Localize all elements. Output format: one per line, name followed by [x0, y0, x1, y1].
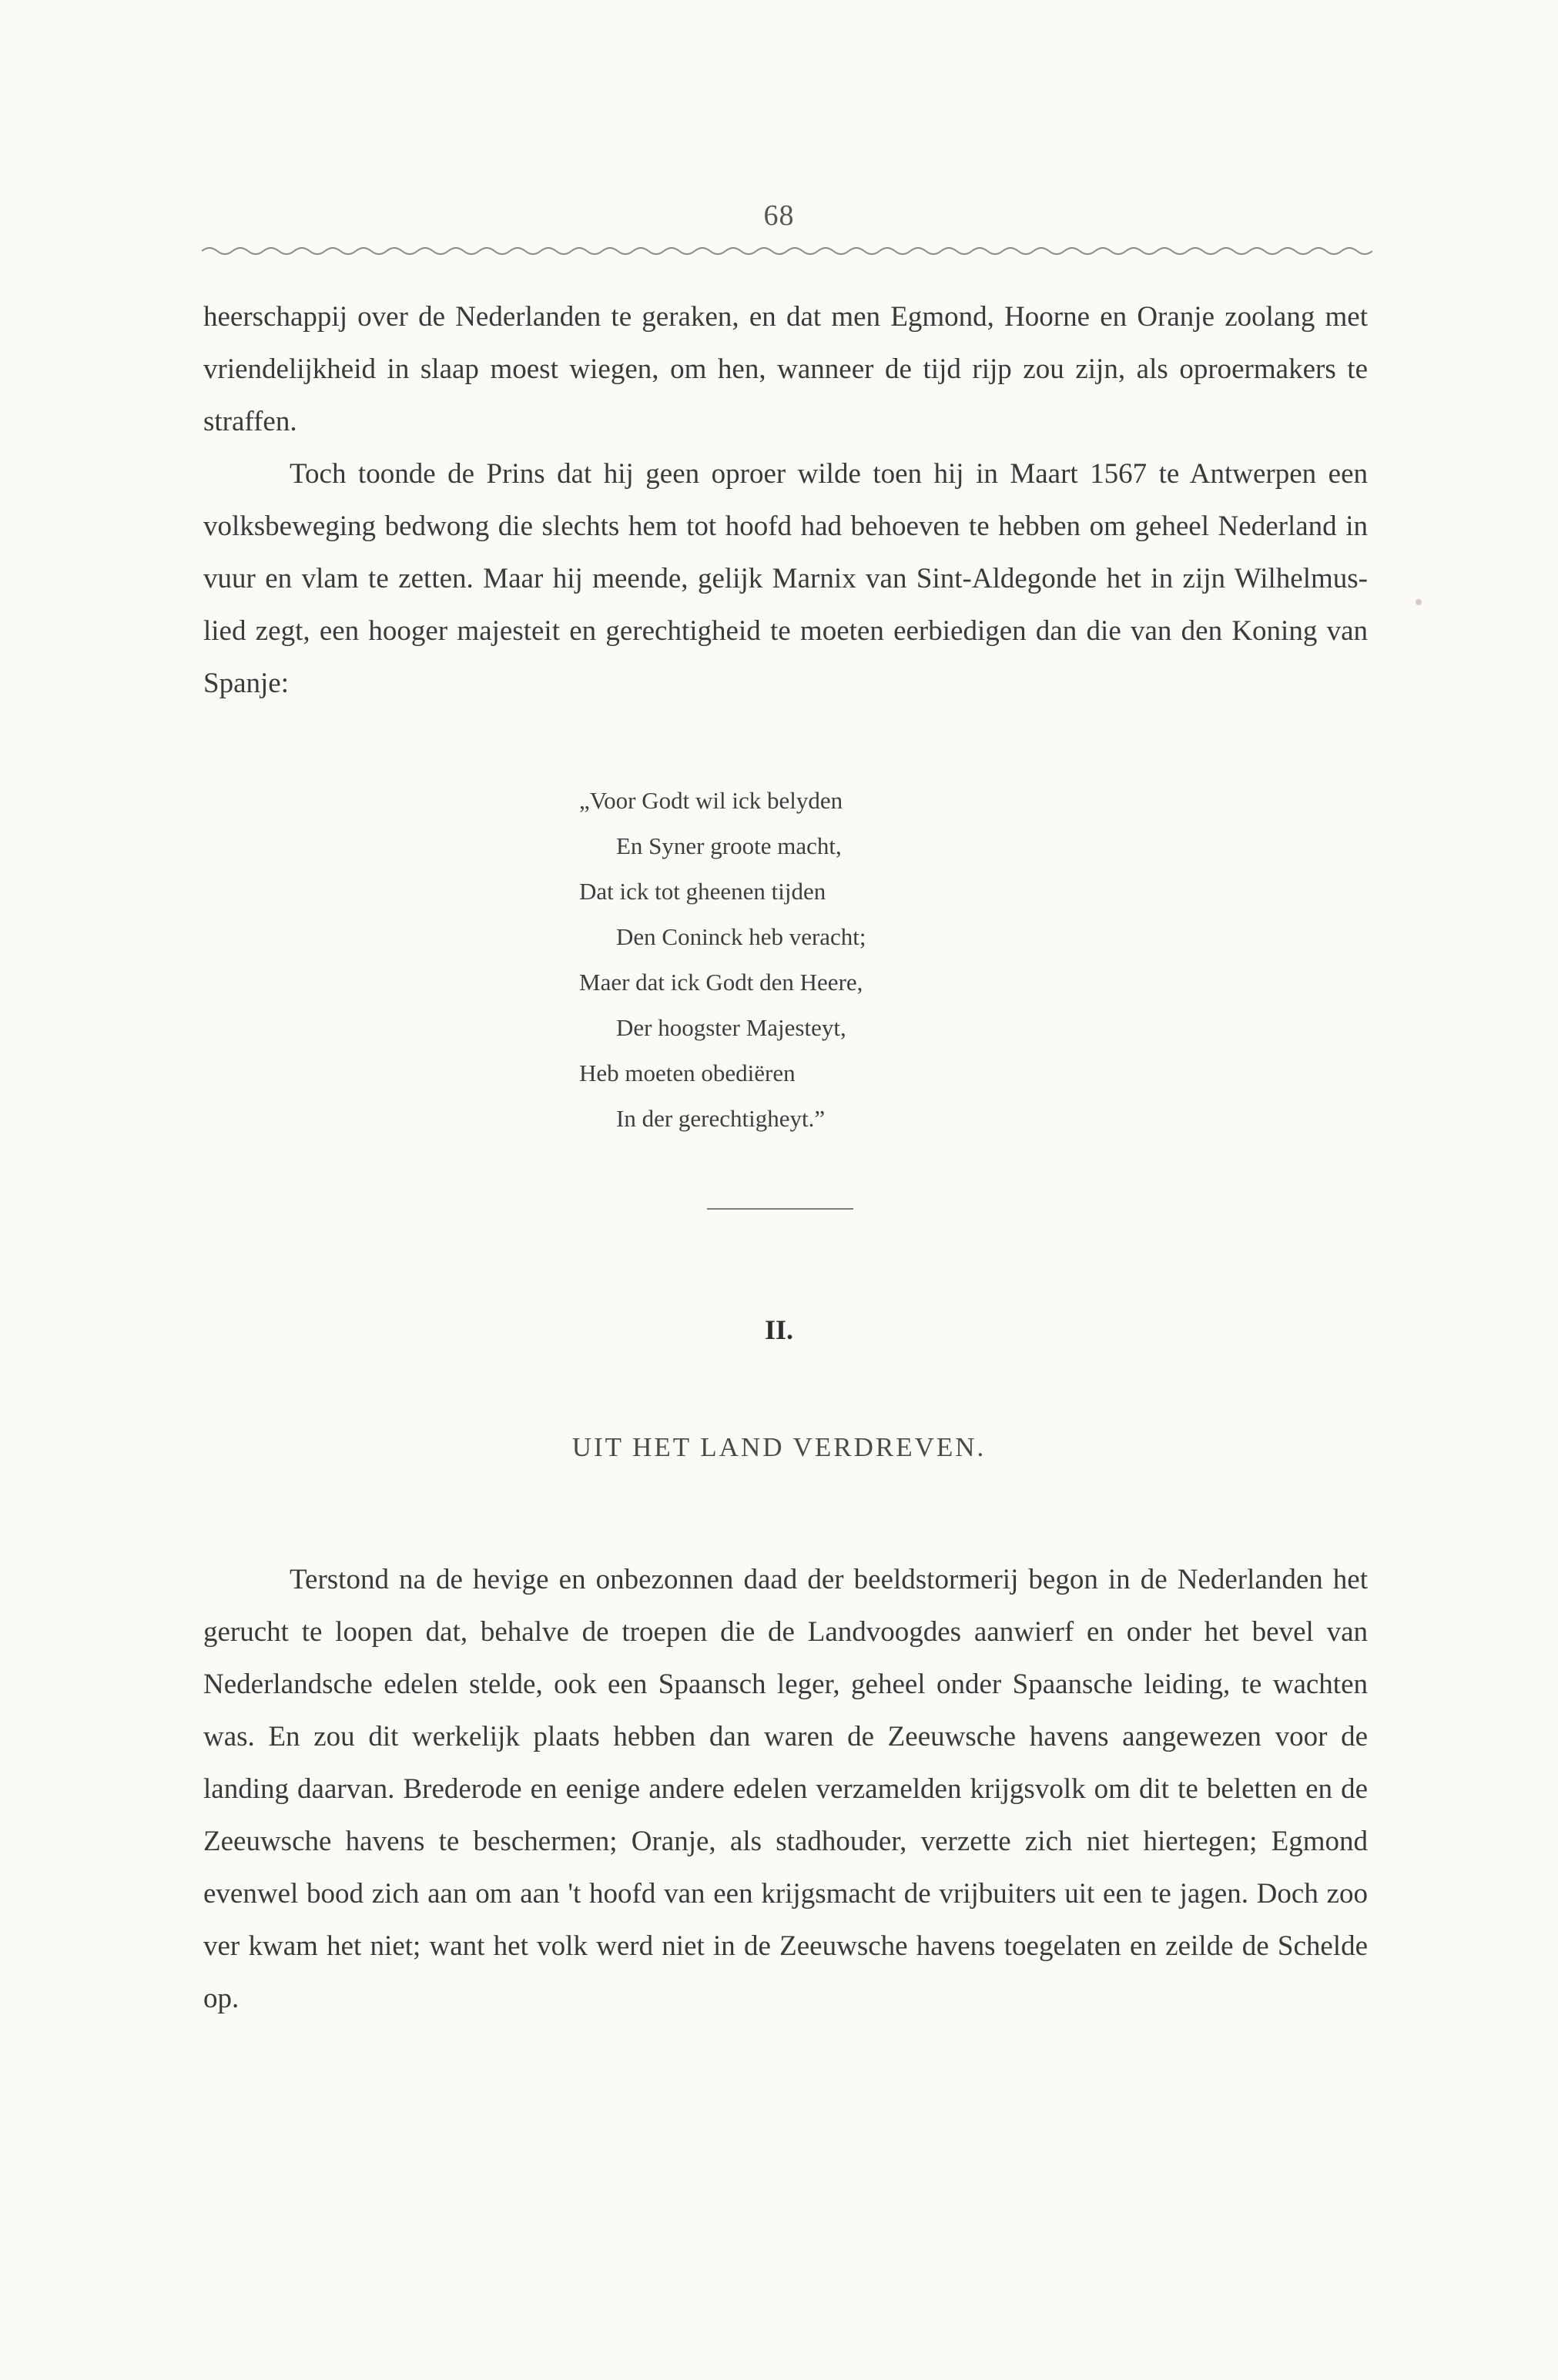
margin-speck [1416, 599, 1422, 605]
body-text-bottom [203, 1554, 1368, 2025]
poem-line: En Syner groote macht, [616, 832, 842, 859]
poem-line: „Voor Godt wil ick belyden [579, 787, 843, 814]
section-divider [707, 1208, 853, 1210]
page-number: 68 [763, 199, 795, 232]
poem-line: Der hoogster Majesteyt, [616, 1014, 846, 1041]
poem-line: In der gerechtigheyt.” [616, 1105, 826, 1132]
paragraph-prince: Toch toonde de Prins dat hij geen oproer wilde toen hij in Maart 1567 te Antwerpen een volksbeweging bedwong die slechts hem tot hoofd had behoeven te hebben om geheel Nederland in vuur en vlam te zetten. Maar hij meende, gelijk Marnix van Sint-Aldegonde het in zijn Wilhelmus-lied zegt, een hooger majesteit en gerechtigheid te moeten eerbiedigen dan die van den Koning van Spanje: [203, 458, 1368, 699]
poem-line: Heb moeten obediëren [579, 1059, 796, 1086]
body-text-top [203, 291, 1368, 710]
header-wavy-rule [202, 240, 1372, 262]
paragraph-continued: heerschappij over de Nederlanden te geraken, en dat men Egmond, Hoorne en Oranje zoolang met vriendelijkheid in slaap moest wiegen, om hen, wanneer de tijd rijp zou zijn, als oproermakers te straffen. [203, 301, 1368, 437]
poem-line: Dat ick tot gheenen tijden [579, 878, 826, 905]
section-number: II. [764, 1314, 794, 1345]
section-title: UIT HET LAND VERDREVEN. [571, 1432, 987, 1462]
paragraph-terstond: Terstond na de hevige en onbezonnen daad der beeldstormerij begon in de Nederlanden het gerucht te loopen dat, behalve de troepen die de Landvoogdes aanwierf en onder het bevel van Nederlandsche edelen stelde, ook een Spaansch leger, geheel onder Spaansche leiding, te wachten was. En zou dit werkelijk plaats hebben dan waren de Zeeuwsche havens aangewezen voor de landing daarvan. Brederode en eenige andere edelen verzamelden krijgsvolk om dit te beletten en de Zeeuwsche havens te beschermen; Oranje, als stadhouder, verzette zich niet hiertegen; Egmond evenwel bood zich aan om aan 't hoofd van een krijgsmacht de vrijbuiters uit een te jagen. Doch zoo ver kwam het niet; want het volk werd niet in de Zeeuwsche havens toegelaten en zeilde de Schelde op. [203, 1564, 1368, 2014]
poem-line: Den Coninck heb veracht; [616, 923, 866, 950]
poem-line: Maer dat ick Godt den Heere, [579, 969, 863, 996]
wilhelmus-quote [579, 778, 1118, 1141]
